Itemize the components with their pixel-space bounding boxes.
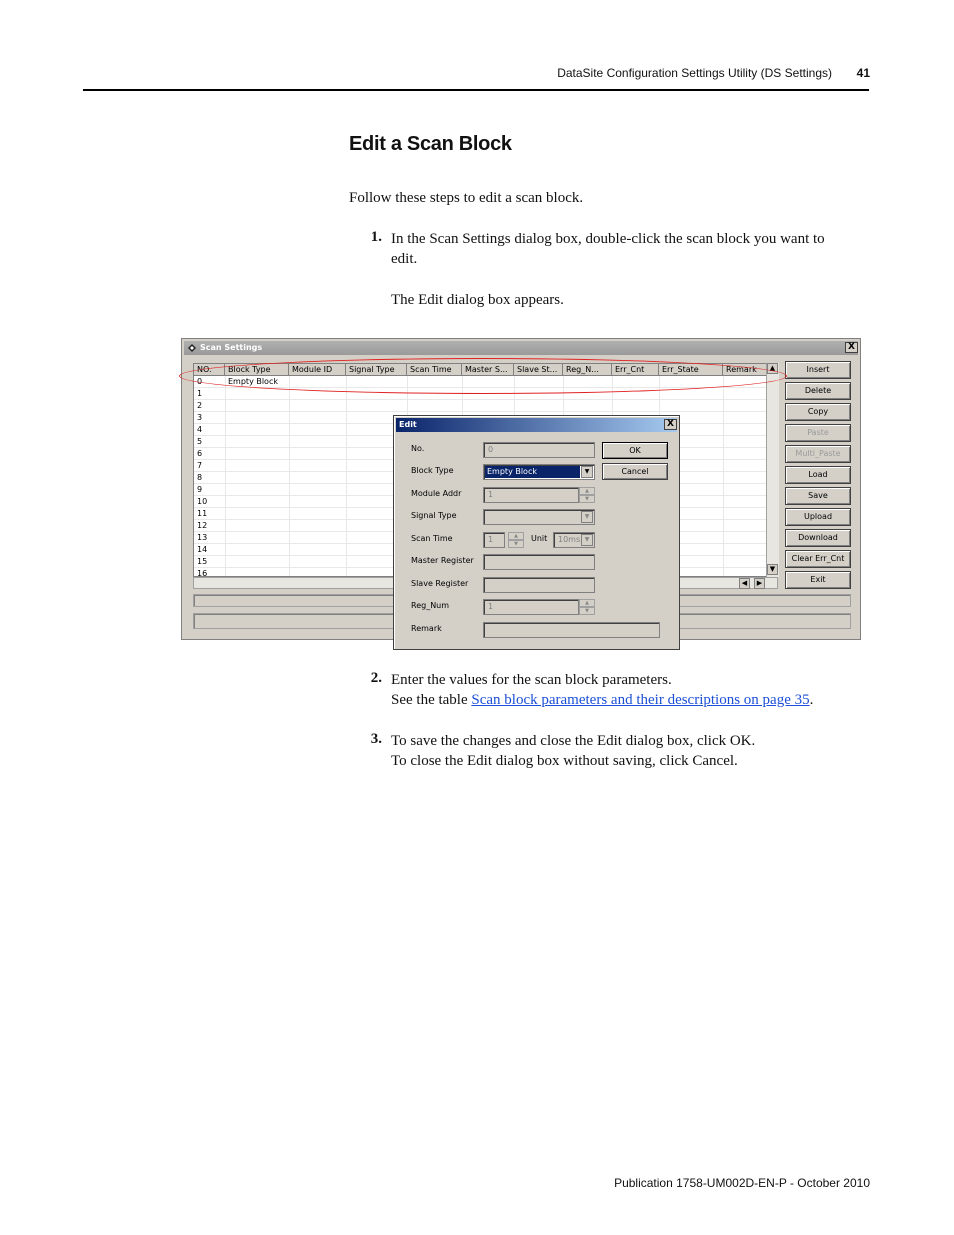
chevron-down-icon[interactable]: ▼ — [581, 466, 593, 478]
spin-up-icon[interactable]: ▲ — [579, 487, 595, 495]
chevron-down-icon[interactable]: ▼ — [581, 534, 593, 546]
row-number: 7 — [197, 461, 203, 470]
block-type-select[interactable] — [483, 464, 595, 480]
scan-settings-titlebar — [184, 341, 858, 355]
block-type-value: Empty Block — [485, 466, 580, 478]
reg-num-field[interactable]: 1 — [483, 599, 579, 615]
row-number: 13 — [197, 533, 208, 542]
scan-settings-title: Scan Settings — [200, 343, 263, 352]
signal-type-select[interactable] — [483, 509, 595, 525]
module-addr-field[interactable]: 1 — [483, 487, 579, 503]
row-number: 2 — [197, 401, 203, 410]
insert-button[interactable]: Insert — [785, 361, 851, 379]
unit-select[interactable] — [553, 532, 595, 548]
scroll-up-icon[interactable]: ▲ — [767, 363, 778, 374]
clear-err-cnt-button[interactable]: Clear Err_Cnt — [785, 550, 851, 568]
step-1-line2: edit. — [391, 251, 418, 267]
row-number: 8 — [197, 473, 203, 482]
spin-down-icon[interactable]: ▼ — [579, 495, 595, 503]
upload-button[interactable]: Upload — [785, 508, 851, 526]
scroll-left-icon[interactable]: ◀ — [739, 578, 750, 589]
step-1-line1: In the Scan Settings dialog box, double-click the scan block you want to — [391, 231, 825, 247]
chevron-down-icon[interactable]: ▼ — [581, 511, 593, 523]
signal-type-label: Signal Type — [411, 511, 457, 520]
app-icon — [187, 343, 197, 353]
row-number: 11 — [197, 509, 208, 518]
column-header[interactable]: Err_State — [659, 364, 723, 376]
multi-paste-button[interactable]: Multi_Paste — [785, 445, 851, 463]
cancel-button[interactable]: Cancel — [602, 463, 668, 480]
column-header[interactable]: Scan Time — [407, 364, 462, 376]
reg-num-label: Reg_Num — [411, 601, 450, 610]
column-header[interactable]: Err_Cnt — [612, 364, 659, 376]
remark-label: Remark — [411, 624, 442, 633]
spin-down-icon[interactable]: ▼ — [508, 540, 524, 548]
step-2-prefix: See the table — [391, 692, 472, 708]
spin-up-icon[interactable]: ▲ — [579, 599, 595, 607]
row-number: 16 — [197, 569, 208, 577]
exit-button[interactable]: Exit — [785, 571, 851, 589]
column-header[interactable]: Slave St... — [514, 364, 563, 376]
row-block-type: Empty Block — [228, 377, 278, 386]
module-addr-spinner[interactable] — [579, 487, 595, 503]
row-number: 4 — [197, 425, 203, 434]
download-button[interactable]: Download — [785, 529, 851, 547]
edit-dialog — [393, 415, 680, 650]
edit-dialog-titlebar — [396, 418, 677, 432]
scroll-down-icon[interactable]: ▼ — [767, 564, 778, 575]
remark-field[interactable] — [483, 622, 660, 638]
scroll-right-icon[interactable]: ▶ — [754, 578, 765, 589]
ok-button[interactable]: OK — [602, 442, 668, 459]
row-number: 10 — [197, 497, 208, 506]
row-number: 12 — [197, 521, 208, 530]
spin-up-icon[interactable]: ▲ — [508, 532, 524, 540]
paste-button[interactable]: Paste — [785, 424, 851, 442]
page-number: 41 — [856, 66, 870, 80]
slave-register-field[interactable] — [483, 577, 595, 593]
column-header[interactable]: Remark — [723, 364, 778, 376]
copy-button[interactable]: Copy — [785, 403, 851, 421]
unit-label: Unit — [531, 534, 548, 543]
column-header[interactable]: Reg_N... — [563, 364, 612, 376]
scan-time-spinner[interactable] — [508, 532, 524, 548]
step-2-suffix: . — [809, 692, 814, 708]
vertical-scrollbar[interactable] — [766, 363, 779, 577]
intro-text: Follow these steps to edit a scan block. — [349, 190, 584, 206]
save-button[interactable]: Save — [785, 487, 851, 505]
module-addr-label: Module Addr — [411, 489, 462, 498]
row-number: 6 — [197, 449, 203, 458]
row-number: 15 — [197, 557, 208, 566]
step-3-line2: To close the Edit dialog box without saving, click Cancel. — [391, 753, 738, 769]
slave-register-label: Slave Register — [411, 579, 469, 588]
column-header[interactable]: Module ID — [289, 364, 346, 376]
row-number: 1 — [197, 389, 203, 398]
edit-dialog-title: Edit — [399, 420, 417, 429]
column-header[interactable]: Signal Type — [346, 364, 407, 376]
block-type-label: Block Type — [411, 466, 454, 475]
scan-time-label: Scan Time — [411, 534, 453, 543]
close-icon[interactable]: X — [664, 419, 677, 430]
scan-time-field[interactable]: 1 — [483, 532, 505, 548]
spin-down-icon[interactable]: ▼ — [579, 607, 595, 615]
column-header[interactable]: NO. — [194, 364, 225, 376]
running-title: DataSite Configuration Settings Utility (DS Settings) — [557, 66, 832, 80]
step-2-line2 — [391, 690, 813, 710]
row-number: 0 — [197, 377, 203, 386]
reg-num-spinner[interactable] — [579, 599, 595, 615]
step-3-line1: To save the changes and close the Edit dialog box, click OK. — [391, 733, 756, 749]
header-rule — [83, 89, 869, 91]
column-header[interactable]: Block Type — [225, 364, 289, 376]
master-register-field[interactable] — [483, 554, 595, 570]
close-icon[interactable]: X — [845, 342, 858, 353]
step-3-number: 3. — [370, 731, 382, 747]
step-2-number: 2. — [370, 670, 382, 686]
delete-button[interactable]: Delete — [785, 382, 851, 400]
step-1-number: 1. — [370, 229, 382, 245]
highlight-ellipse — [179, 358, 787, 394]
section-title: Edit a Scan Block — [349, 133, 512, 155]
row-number: 5 — [197, 437, 203, 446]
row-number: 14 — [197, 545, 208, 554]
step-1-note: The Edit dialog box appears. — [391, 292, 564, 308]
table-row[interactable] — [194, 400, 778, 412]
master-register-label: Master Register — [411, 556, 474, 565]
row-number: 3 — [197, 413, 203, 422]
no-field[interactable]: 0 — [483, 442, 595, 458]
scan-block-parameters-link[interactable]: Scan block parameters and their descriptions on page 35 — [471, 692, 810, 708]
no-label: No. — [411, 444, 425, 453]
unit-value: 10ms — [558, 535, 581, 544]
load-button[interactable]: Load — [785, 466, 851, 484]
step-2-line1: Enter the values for the scan block parameters. — [391, 672, 672, 688]
column-header[interactable]: Master S... — [462, 364, 514, 376]
publication-footer: Publication 1758-UM002D-EN-P - October 2010 — [614, 1176, 870, 1190]
row-number: 9 — [197, 485, 203, 494]
